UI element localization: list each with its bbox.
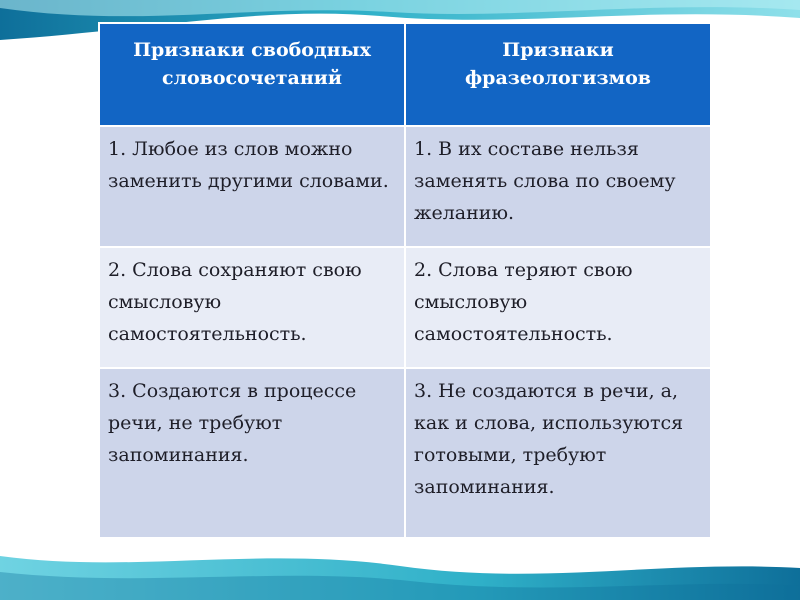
header-free-collocations: Признаки свободных словосочетаний bbox=[99, 23, 405, 126]
table-cell: 2. Слова сохраняют свою смысловую самостоятельность. bbox=[99, 247, 405, 368]
table-row bbox=[99, 126, 711, 247]
header-phraseologisms: Признаки фразеологизмов bbox=[405, 23, 711, 126]
table-cell: 3. Создаются в процессе речи, не требуют запоминания. bbox=[99, 368, 405, 538]
table-cell: 2. Слова теряют свою смысловую самостоятельность. bbox=[405, 247, 711, 368]
table-cell: 1. Любое из слов можно заменить другими словами. bbox=[99, 126, 405, 247]
table-cell: 3. Не создаются в речи, а, как и слова, используются готовыми, требуют запоминания. bbox=[405, 368, 711, 538]
comparison-table bbox=[98, 22, 712, 539]
table-row bbox=[99, 247, 711, 368]
table-cell: 1. В их составе нельзя заменять слова по своему желанию. bbox=[405, 126, 711, 247]
table-row bbox=[99, 368, 711, 538]
table-header-row bbox=[99, 23, 711, 126]
